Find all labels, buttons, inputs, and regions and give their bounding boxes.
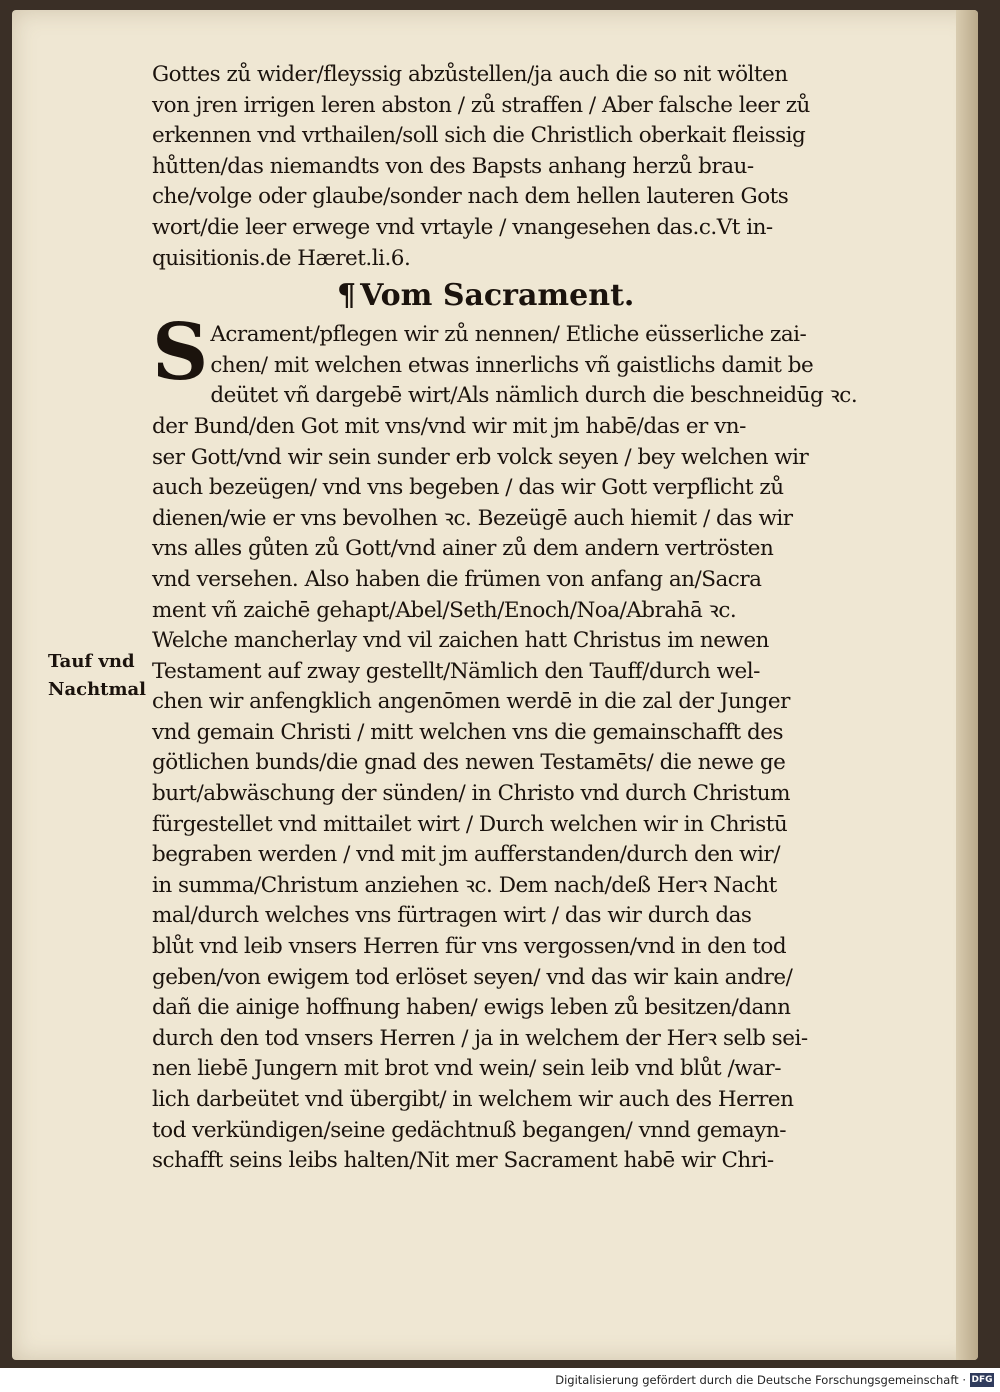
dfg-logo-icon: DFG xyxy=(971,1375,993,1385)
text-line: mal/durch welches vns fürtragen wirt / das wir durch das xyxy=(152,903,752,929)
footer-credit: Digitalisierung gefördert durch die Deutsche Forschungsgemeinschaft · xyxy=(555,1373,966,1387)
section-heading xyxy=(152,276,912,316)
text-line: fürgestellet vnd mittailet wirt / Durch welchen wir in Christū xyxy=(152,811,788,837)
text-line: der Bund/den Got mit vns/vnd wir mit jm habē/das er vn- xyxy=(152,413,746,439)
text-line: deütet vñ dargebē wirt/Als nämlich durch die beschneidūg ꝛc. xyxy=(210,383,858,409)
pilcrow-icon: ¶ xyxy=(337,278,357,314)
text-line: von jren irrigen leren abston / zů straffen / Aber falsche leer zů xyxy=(152,92,810,118)
text-line: che/volge oder glaube/sonder nach dem hellen lauteren Gots xyxy=(152,184,789,210)
text-line: blůt vnd leib vnsers Herren für vns vergossen/vnd in den tod xyxy=(152,934,787,960)
text-line: hůtten/das niemandts von des Bapsts anhang herzů brau- xyxy=(152,153,754,179)
text-line: vns alles gůten zů Gott/vnd ainer zů dem andern vertrösten xyxy=(152,536,774,562)
text-line: chen/ mit welchen etwas innerlichs vñ gaistlichs damit be xyxy=(210,352,814,378)
text-line: vnd gemain Christi / mitt welchen vns die gemainschafft des xyxy=(152,719,784,745)
text-line: geben/von ewigem tod erlöset seyen/ vnd das wir kain andre/ xyxy=(152,964,793,990)
text-line: dienen/wie er vns bevolhen ꝛc. Bezeügē auch hiemit / das wir xyxy=(152,505,793,531)
footer-bar xyxy=(0,1368,1000,1392)
text-line: Acrament/pflegen wir zů nennen/ Etliche eüsserliche zai- xyxy=(210,322,807,348)
text-line: tod verkündigen/seine gedächtnuß begangen/ vnnd gemayn- xyxy=(152,1117,787,1143)
margin-note xyxy=(48,648,152,704)
text-line: burt/abwäschung der sünden/ in Christo vnd durch Christum xyxy=(152,781,791,807)
text-line: vnd versehen. Also haben die frümen von anfang an/Sacra xyxy=(152,566,762,592)
text-line: dañ die ainige hoffnung haben/ ewigs leben zů besitzen/dann xyxy=(152,995,791,1021)
margin-note-line: Tauf vnd xyxy=(48,651,135,672)
main-text-block xyxy=(152,60,912,1177)
section-heading-text: Vom Sacrament. xyxy=(360,278,635,314)
text-line: ment vñ zaichē gehapt/Abel/Seth/Enoch/Noa/Abrahā ꝛc. xyxy=(152,597,737,623)
paragraph-intro xyxy=(152,60,912,274)
page-edge xyxy=(956,10,978,1360)
text-line: begraben werden / vnd mit jm aufferstanden/durch den wir/ xyxy=(152,842,780,868)
text-line: in summa/Christum anziehen ꝛc. Dem nach/deß Herꝛ Nacht xyxy=(152,872,777,898)
text-line: schafft seins leibs halten/Nit mer Sacrament habē wir Chri- xyxy=(152,1148,774,1174)
text-line: durch den tod vnsers Herren / ja in welchem der Herꝛ selb sei- xyxy=(152,1025,808,1051)
text-line: quisitionis.de Hæret.li.6. xyxy=(152,245,411,271)
margin-note-line: Nachtmal xyxy=(48,679,147,700)
text-line: lich darbeütet vnd übergibt/ in welchem wir auch des Herren xyxy=(152,1087,794,1112)
text-line: nen liebē Jungern mit brot vnd wein/ sein leib vnd blůt /war- xyxy=(152,1056,781,1082)
text-line: götlichen bunds/die gnad des newen Testamēts/ die newe ge xyxy=(152,750,786,776)
text-line: Gottes zů wider/fleyssig abzůstellen/ja auch die so nit wölten xyxy=(152,62,788,87)
text-line: wort/die leer erwege vnd vrtayle / vnangesehen das.c.Vt in- xyxy=(152,214,773,240)
text-line: erkennen vnd vrthailen/soll sich die Christlich oberkait fleissig xyxy=(152,123,806,149)
text-line: ser Gott/vnd wir sein sunder erb volck seyen / bey welchen wir xyxy=(152,444,809,470)
text-line: Welche mancherlay vnd vil zaichen hatt Christus im newen xyxy=(152,628,769,654)
paragraph-sacrament xyxy=(152,307,912,1177)
text-line: chen wir anfengklich angenōmen werdē in die zal der Junger xyxy=(152,689,790,715)
text-line: auch bezeügen/ vnd vns begeben / das wir Gott verpflicht zů xyxy=(152,475,784,501)
text-line: Testament auf zway gestellt/Nämlich den Tauff/durch wel- xyxy=(152,658,760,684)
drop-cap: S xyxy=(152,307,209,399)
